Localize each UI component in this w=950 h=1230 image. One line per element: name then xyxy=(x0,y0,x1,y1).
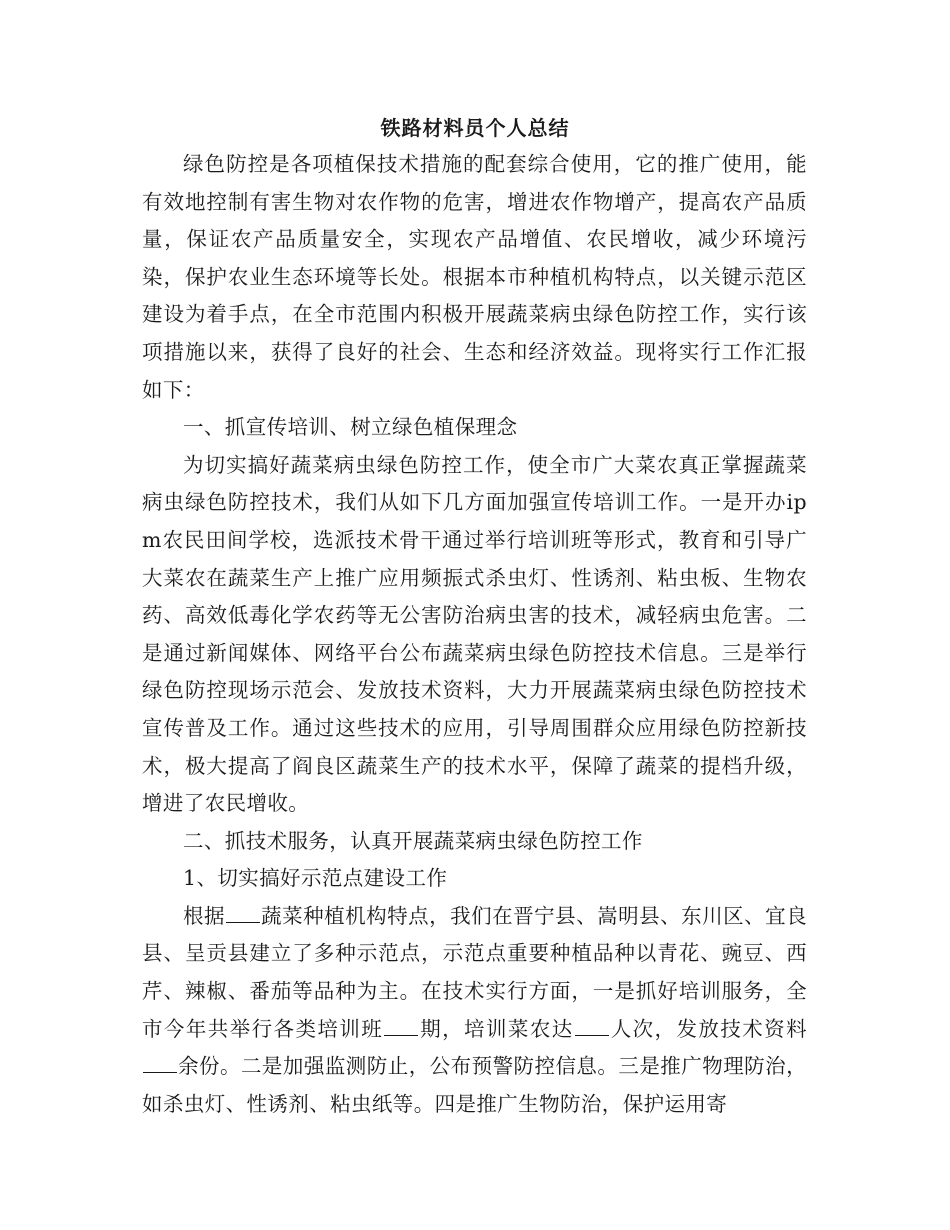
text-segment: 蔬菜种植机构特点，我们在晋宁县、嵩明县、东川区、宜良县、呈贡县建立了多种示范点，示范点重要种植品种以青花、豌豆、西芹、辣椒、番茄等品种为主。在技术实行方面，一是抓好培训服务，全市今年共举行各类培训班 xyxy=(142,903,807,1041)
fill-blank xyxy=(384,1017,418,1036)
section-heading-2: 二、抓技术服务，认真开展蔬菜病虫绿色防控工作 xyxy=(183,828,643,853)
paragraph-demo-sites xyxy=(142,898,807,1124)
text-segment: 余份。二是加强监测防止，公布预警防控信息。三是推广物理防治，如杀虫灯、性诱剂、粘虫纸等。四是推广生物防治，保护运用寄 xyxy=(142,1054,807,1116)
document-body xyxy=(142,146,807,1123)
fill-blank xyxy=(143,1054,177,1073)
section-heading-1: 一、抓宣传培训、树立绿色植保理念 xyxy=(183,415,518,440)
document-title: 铁路材料员个人总结 xyxy=(380,116,570,140)
fill-blank xyxy=(226,904,260,923)
text-segment: 期，培训菜农达 xyxy=(419,1016,574,1041)
paragraph-intro: 绿色防控是各项植保技术措施的配套综合使用，它的推广使用，能有效地控制有害生物对农作物的危害，增进农作物增产，提高农产品质量，保证农产品质量安全，实现农产品增值、农民增收，减少环境污染，保护农业生态环境等长处。根据本市种植机构特点，以关键示范区建设为着手点，在全市范围内积极开展蔬菜病虫绿色防控工作，实行该项措施以来，获得了良好的社会、生态和经济效益。现将实行工作汇报如下： xyxy=(142,152,807,402)
paragraph-training: 为切实搞好蔬菜病虫绿色防控工作，使全市广大菜农真正掌握蔬菜病虫绿色防控技术，我们从如下几方面加强宣传培训工作。一是开办ipm农民田间学校，选派技术骨干通过举行培训班等形式，教育和引导广大菜农在蔬菜生产上推广应用频振式杀虫灯、性诱剂、粘虫板、生物农药、高效低毒化学农药等无公害防治病虫害的技术，减轻病虫危害。二是通过新闻媒体、网络平台公布蔬菜病虫绿色防控技术信息。三是举行绿色防控现场示范会、发放技术资料，大力开展蔬菜病虫绿色防控技术宣传普及工作。通过这些技术的应用，引导周围群众应用绿色防控新技术，极大提高了阎良区蔬菜生产的技术水平，保障了蔬菜的提档升级，增进了农民增收。 xyxy=(142,452,807,816)
text-segment: 根据 xyxy=(183,903,225,928)
fill-blank xyxy=(575,1017,609,1036)
subsection-heading-1: 1、切实搞好示范点建设工作 xyxy=(183,866,448,891)
text-segment: 人次，发放技术资料 xyxy=(609,1016,807,1041)
